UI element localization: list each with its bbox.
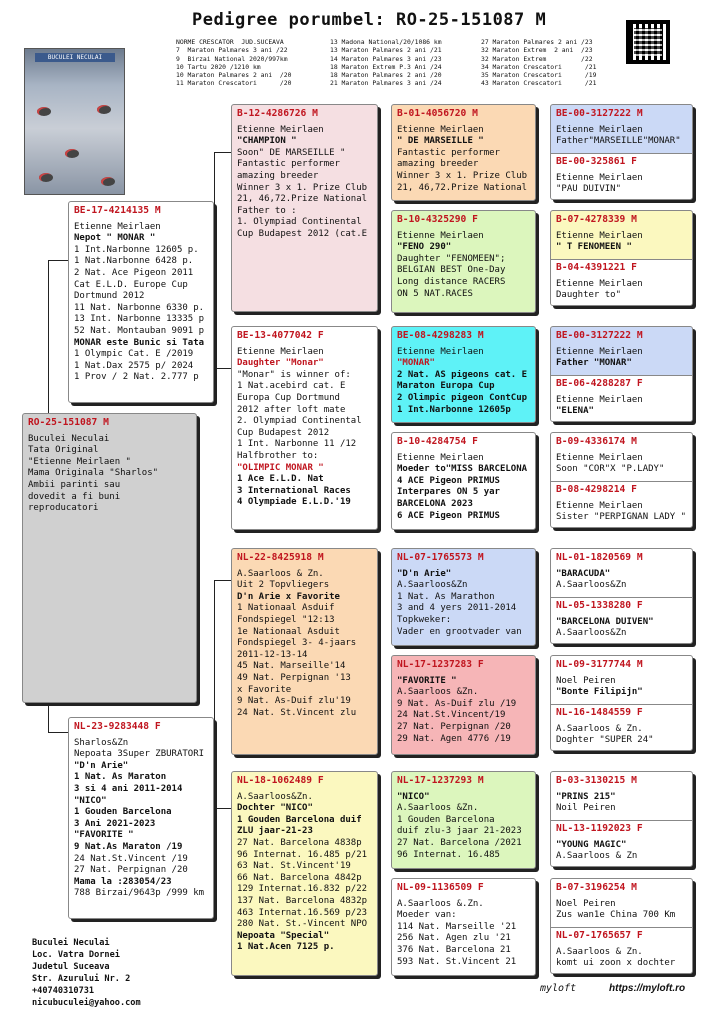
pedigree-line: 1 Nat.Acen 7125 p. [237,942,335,953]
results-column-2: 13 Madona National/20/1086 km 13 Maraton Palmares 2 ani /21 14 Maraton Palmares 3 ani /23 18 Maraton Extrem P.3 Ani /24 18 Maraton Palmares 2 ani /20 21 Maraton Palmares 3 ani /24 [330,38,442,88]
pedigree-line: D'n Arie x Favorite [237,591,340,602]
ring-number: RO-25-151087 M [28,417,109,428]
ring-number: NL-17-1237283 F [397,659,484,670]
pedigree-line: 1 Int.Narbonne 12605 p. [74,244,199,255]
pedigree-line: 24 Nat.St.Vincent /19 [74,853,188,864]
ring-number: B-10-4325290 F [397,214,478,225]
pedigree-line: A.Saarloos & Zn [556,851,638,862]
pedigree-line: 6 ACE Pigeon PRIMUS [397,510,500,521]
pedigree-line: Father "MONAR" [556,358,632,369]
pedigree-line: Maraton Europa Cup [397,381,495,392]
pedigree-line: Etienne Meirlaen [556,230,643,241]
pedigree-line: 2012 after loft mate [237,404,346,415]
pedigree-line: Soon "COR"X "P.LADY" [556,464,665,475]
pedigree-line: Halfbrother to: [237,450,319,461]
pedigree-line: Noel Peiren [556,898,616,909]
pedigree-line: Etienne Meirlaen [397,452,484,463]
gen4-pair-8[interactable] [550,878,693,974]
gen4-pair-6[interactable] [550,655,693,751]
ring-number: B-04-4391221 F [556,262,637,273]
pedigree-line: Etienne Meirlaen [397,124,484,135]
pedigree-line: Cat E.L.D. Europe Cup [74,279,188,290]
pedigree-line: Etienne Meirlaen [556,124,643,135]
qr-code-icon[interactable] [626,20,670,64]
pedigree-line: A.Saarloos&Zn [556,628,627,639]
ring-number: BE-08-4298283 M [397,330,484,341]
pedigree-line: "MONAR" [397,358,435,369]
pedigree-line: Winner 3 x 1. Prize Club [397,170,528,181]
pedigree-line: 1 Nat.acebird cat. E [237,381,346,392]
ring-number: B-01-4056720 M [397,108,478,119]
ring-number: NL-09-3177744 M [556,659,643,670]
gen4-pair-7[interactable] [550,771,693,867]
owner-contact: Buculei Neculai Loc. Vatra Dornei Judetul Suceava Str. Azurului Nr. 2 +40740310731 nicubuculei@yahoo.com [32,938,141,1008]
gen4-pair-5[interactable] [550,548,693,644]
pedigree-line: Fantastic performer [397,147,500,158]
pedigree-line: 9 Nat. As-Duif zlu'19 [237,696,351,707]
sire-dam-card[interactable] [231,326,378,530]
pedigree-line: 96 Internat. 16.485 p/21 [237,849,368,860]
pedigree-line: 256 Nat. Agen zlu '21 [397,933,511,944]
sire-sire-card[interactable] [231,104,378,312]
pedigree-line: Vader en grootvader van [397,626,522,637]
pedigree-line: "FAVORITE " [74,830,134,841]
pedigree-line: 1. Olympiad Continental [237,217,362,228]
pedigree-line: "Monar" is winner of: [237,369,351,380]
pedigree-line: 96 Internat. 16.485 [397,849,500,860]
ring-number: BE-00-3127222 M [556,330,643,341]
pedigree-line: 1e Nationaal Asduit [237,626,340,637]
pedigree-line: Ambii parinti sau [28,479,121,490]
ring-number: NL-09-1136509 F [397,882,484,893]
pedigree-line: 27 Nat. Perpignan /20 [397,721,511,732]
ring-number: B-09-4336174 M [556,436,637,447]
pedigree-line: "FAVORITE " [397,675,457,686]
pedigree-line: 29 Nat. Agen 4776 /19 [397,733,511,744]
pedigree-line: 24 Nat.St.Vincent/19 [397,710,506,721]
pedigree-line: A.Saarloos&Zn [556,580,627,591]
ring-number: BE-00-325861 F [556,156,637,167]
pedigree-line: 2. Olympiad Continental [237,416,362,427]
ring-number: BE-13-4077042 F [237,330,324,341]
pedigree-line: A.Saarloos&Zn [397,580,468,591]
ring-number: NL-22-8425918 M [237,552,324,563]
pedigree-line: 463 Internat.16.569 p/23 [237,907,368,918]
gen4-pair-1[interactable] [550,104,693,200]
pedigree-line: A.Saarloos & Zn. [556,723,643,734]
pedigree-line: 788 Birzai/9643p /999 km [74,888,205,899]
pedigree-line: "FENO 290" [397,242,452,253]
pedigree-line: 1 Nat.Narbonne 6428 p. [74,256,194,267]
pedigree-line: Fondspiegel "12:13 [237,614,335,625]
pedigree-line: BELGIAN BEST One-Day [397,265,506,276]
pedigree-line: Dochter "NICO" [237,803,313,814]
ring-number: B-08-4298214 F [556,484,637,495]
pedigree-line: 45 Nat. Marseille'14 [237,661,346,672]
gen4-pair-3[interactable] [550,326,693,422]
pigeon-icon [37,107,51,116]
pedigree-line: Nepoata "Special" [237,930,330,941]
ring-number: NL-07-1765573 M [397,552,484,563]
ring-number: B-07-3196254 M [556,882,637,893]
ring-number: BE-00-3127222 M [556,108,643,119]
results-column-3: 27 Maraton Palmares 2 ani /23 32 Maraton Extrem 2 ani /23 32 Maraton Extrem /22 34 Maraton Crescatori /21 35 Maraton Crescatori /19 43 Maraton Crescatori /21 [481,38,597,88]
pedigree-line: 1 Int. Narbonne 11 /12 [237,439,357,450]
pedigree-line: dovedit a fi buni [28,491,121,502]
pedigree-line: Noil Peiren [556,803,616,814]
ring-number: NL-17-1237293 M [397,775,484,786]
pedigree-line: 9 Nat. As-Duif zlu /19 [397,698,517,709]
ring-number: BE-17-4214135 M [74,205,161,216]
pedigree-line: "D'n Arie" [397,568,452,579]
pedigree-line: amazing breeder [237,170,319,181]
dam-card[interactable] [68,717,214,919]
pedigree-line: 2 Olimpic pigeon ContCup [397,392,528,403]
pigeon-icon [65,149,79,158]
pedigree-line: reproducatori [28,503,99,514]
pedigree-line: 280 Nat. St.-Vincent NPO [237,919,368,930]
pedigree-line: Etienne Meirlaen [237,124,324,135]
pedigree-line: Etienne Meirlaen [556,452,643,463]
pedigree-line: 3 International Races [237,485,351,496]
pedigree-line: "Etienne Meirlaen " [28,456,131,467]
ring-number: NL-18-1062489 F [237,775,324,786]
pedigree-line: 66 Nat. Barcelona 4842p [237,872,362,883]
pedigree-line: "CHAMPION " [237,136,297,147]
ring-number: NL-01-1820569 M [556,552,643,563]
pedigree-line: Topkweker: [397,614,452,625]
pedigree-line: "D'n Arie" [74,760,129,771]
pedigree-line: 129 Internat.16.832 p/22 [237,884,368,895]
pedigree-line: A.Saarloos&Zn. [237,791,313,802]
pedigree-line: A.Saarloos & Zn. [237,568,324,579]
pedigree-line: Cup Budapest 2012 [237,427,330,438]
pedigree-line: Etienne Meirlaen [74,221,161,232]
page-title: Pedigree porumbel: RO-25-151087 M [192,10,547,30]
pedigree-line: "Bonte Filipijn" [556,687,643,698]
pedigree-line: 2 Nat. AS pigeons cat. E [397,369,528,380]
pedigree-line: 1 Nat. As Maraton [74,772,167,783]
pedigree-line: BARCELONA 2023 [397,498,473,509]
pedigree-line: Daughter "FENOMEEN"; [397,253,506,264]
pedigree-line: 3 si 4 ani 2011-2014 [74,783,183,794]
pigeon-icon [97,105,111,114]
pedigree-line: Moeder to"MISS BARCELONA [397,464,528,475]
pedigree-line: 49 Nat. Perpignan '13 [237,672,351,683]
pedigree-line: Doghter "SUPER 24" [556,735,654,746]
ring-number: B-07-4278339 M [556,214,637,225]
pedigree-line: Fondspiegel 3- 4-jaars [237,638,357,649]
subject-card[interactable] [22,413,197,703]
pedigree-line: 137 Nat. Barcelona 4832p [237,895,368,906]
pedigree-line: Tata Original [28,445,99,456]
pedigree-line: 11 Nat. Narbonne 6330 p. [74,302,205,313]
gen4-pair-4[interactable] [550,432,693,528]
ring-number: NL-13-1192023 F [556,823,643,834]
pedigree-line: Daughter "Monar" [237,358,324,369]
loft-photo [24,48,125,195]
gen4-pair-2[interactable] [550,210,693,306]
pedigree-line: ON 5 NAT.RACES [397,288,473,299]
pedigree-line: "ELENA" [556,406,594,417]
pedigree-line: 1 Nat.Dax 2575 p/ 2024 [74,360,194,371]
pedigree-line: Etienne Meirlaen [397,230,484,241]
pedigree-line: 1 Int.Narbonne 12605p [397,404,511,415]
pedigree-line: 1 Gouden Barcelona [397,814,495,825]
pedigree-line: Interpares ON 5 yar [397,487,500,498]
pedigree-line: x Favorite [237,684,292,695]
pedigree-line: A.Saarloos &Zn. [397,687,479,698]
dam-dam-card[interactable] [231,771,378,976]
pedigree-line: 27 Nat. Barcelona 4838p [237,837,362,848]
pedigree-line: Moeder van: [397,910,457,921]
pedigree-line: Etienne Meirlaen [397,346,484,357]
pedigree-line: Etienne Meirlaen [556,500,643,511]
pedigree-line: 3 Ani 2021-2023 [74,818,156,829]
pedigree-line: "OLIMPIC MONAR " [237,462,324,473]
pedigree-line: "BARCELONA DUIVEN" [556,616,654,627]
ssd-card[interactable] [391,210,536,313]
pigeon-icon [101,177,115,186]
pedigree-line: A.Saarloos & Zn. [556,946,643,957]
pedigree-line: MONAR este Bunic si Tata [74,337,205,348]
pedigree-line: 2 Nat. Ace Pigeon 2011 [74,267,194,278]
ring-number: NL-05-1338280 F [556,600,643,611]
pedigree-line: 4 Olympiade E.L.D.'19 [237,497,351,508]
pedigree-line: Soon" DE MARSEILLE " [237,147,346,158]
pedigree-line: Buculei Neculai [28,433,110,444]
website-link[interactable]: https://myloft.ro [609,983,686,994]
ring-number: B-12-4286726 M [237,108,318,119]
pedigree-line: 114 Nat. Marseille '21 [397,921,517,932]
pedigree-line: 13 Int. Narbonne 13335 p [74,314,205,325]
pedigree-line: Sister "PERPIGNAN LADY " [556,512,687,523]
photo-banner: BUCULEI NECULAI [35,53,115,62]
pedigree-line: 9 Nat.As Maraton /19 [74,841,183,852]
ring-number: B-03-3130215 M [556,775,637,786]
pedigree-line: Long distance RACERS [397,276,506,287]
pedigree-line: A.Saarloos &Zn. [397,803,479,814]
pedigree-line: Fantastic performer [237,159,340,170]
pedigree-line: Nepot " MONAR " [74,233,156,244]
pedigree-line: Etienne Meirlaen [556,346,643,357]
ring-number: B-10-4284754 F [397,436,478,447]
pedigree-line: " DE MARSEILLE " [397,136,484,147]
dds-card[interactable] [391,771,536,869]
pedigree-line: 52 Nat. Montauban 9091 p [74,325,205,336]
pedigree-line: 1 Nat. As Marathon [397,591,495,602]
pedigree-line: Zus wan1e China 700 Km [556,910,676,921]
pedigree-line: Mama la :283054/23 [74,876,172,887]
pedigree-line: Cup Budapest 2012 (cat.E [237,228,368,239]
pedigree-line: "BARACUDA" [556,568,611,579]
pedigree-line: 1 Olympic Cat. E /2019 [74,349,194,360]
pedigree-line: 1 Gouden Barcelona duif [237,814,362,825]
pedigree-line: Father to : [237,205,297,216]
ring-number: NL-16-1484559 F [556,707,643,718]
pedigree-line: Dortmund 2012 [74,291,145,302]
pedigree-line: 2011-12-13-14 [237,649,308,660]
pedigree-line: Etienne Meirlaen [556,172,643,183]
pedigree-line: komt ui zoon x dochter [556,958,676,969]
pedigree-line: 1 Nationaal Asduif [237,603,335,614]
sire-card[interactable] [68,201,214,403]
ring-number: BE-06-4288287 F [556,378,643,389]
pedigree-line: Noel Peiren [556,675,616,686]
sss-card[interactable] [391,104,536,201]
pedigree-line: Uit 2 Topvliegers [237,580,330,591]
pedigree-line: 1 Ace E.L.D. Nat [237,474,324,485]
dam-sire-card[interactable] [231,548,378,755]
ddd-card[interactable] [391,878,536,976]
pedigree-line: 24 Nat. St.Vincent zlu [237,707,357,718]
pedigree-line: 1 Prov / 2 Nat. 2.777 p [74,372,199,383]
pedigree-line: Etienne Meirlaen [237,346,324,357]
ring-number: NL-07-1765657 F [556,930,643,941]
pedigree-line: Etienne Meirlaen [556,278,643,289]
pedigree-line: Etienne Meirlaen [556,394,643,405]
pedigree-line: A.Saarloos &.Zn. [397,898,484,909]
pedigree-line: 27 Nat. Perpignan /20 [74,865,188,876]
pedigree-line: "PAU DUIVIN" [556,184,622,195]
pedigree-line: "YOUNG MAGIC" [556,839,627,850]
pedigree-line: Father"MARSEILLE"MONAR" [556,136,681,147]
pigeon-icon [39,173,53,182]
pedigree-line: duif zlu-3 jaar 21-2023 [397,826,522,837]
pedigree-line: Daughter to" [556,290,622,301]
pedigree-line: 21, 46,72.Prize National [397,182,528,193]
pedigree-line: 593 Nat. St.Vincent 21 [397,956,517,967]
pedigree-line: 63 Nat. St.Vincent'19 [237,861,351,872]
pedigree-line: Nepoata 3Super ZBURATORI [74,749,205,760]
pedigree-line: Mama Originala "Sharlos" [28,468,159,479]
pedigree-line: 1 Gouden Barcelona [74,807,172,818]
pedigree-line: "PRINS 215" [556,791,616,802]
sds-card[interactable] [391,326,536,423]
pedigree-line: 27 Nat. Barcelona /2021 [397,837,522,848]
pedigree-line: 3 and 4 yers 2011-2014 [397,603,517,614]
pedigree-line: ZLU jaar-21-23 [237,826,313,837]
pedigree-line: "NICO" [74,795,107,806]
pedigree-line: 376 Nat. Barcelona 21 [397,944,511,955]
pedigree-line: Sharlos&Zn [74,737,129,748]
pedigree-line: 4 ACE Pigeon PRIMUS [397,475,500,486]
pedigree-line: amazing breeder [397,159,479,170]
pedigree-line: Winner 3 x 1. Prize Club [237,182,368,193]
pedigree-line: " T FENOMEEN " [556,242,632,253]
ring-number: NL-23-9283448 F [74,721,161,732]
myloft-logo: myloft [540,983,577,994]
pedigree-line: 21, 46,72.Prize National [237,194,368,205]
dss-card[interactable] [391,548,536,646]
sdd-card[interactable] [391,432,536,530]
pedigree-line: "NICO" [397,791,430,802]
results-column-1: NORME CRESCATOR JUD.SUCEAVA 7 Maraton Palmares 3 ani /22 9 Birzai National 2020/997km 10 Tartu 2020 /1210 km 10 Maraton Palmares 2 ani /20 11 Maraton Crescatori /20 [176,38,292,88]
dsd-card[interactable] [391,655,536,755]
pedigree-line: Europa Cup Dortmund [237,392,340,403]
